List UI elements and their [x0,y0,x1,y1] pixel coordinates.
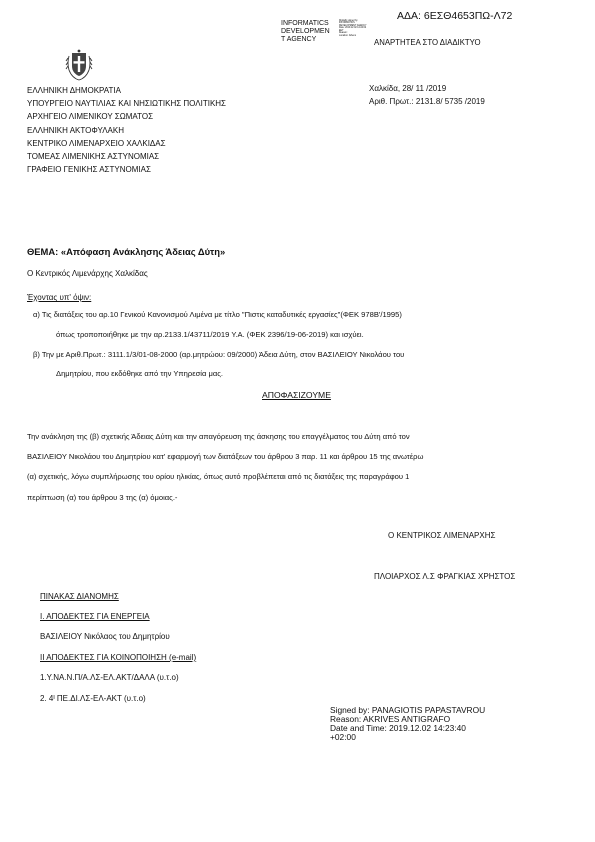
authority-line: ΑΡΧΗΓΕΙΟ ΛΙΜΕΝΙΚΟΥ ΣΩΜΑΤΟΣ [27,112,154,122]
issuing-authority [27,84,226,176]
ada-code: ΑΔΑ: 6ΕΣΘ4653ΠΩ-Λ72 [397,10,513,22]
distribution-cc-item: 2. 4ᴵ ΠΕ.ΔΙ.ΛΣ-ΕΛ-ΑΚΤ (υ.τ.ο) [40,694,146,703]
ida-small-line: EET [339,29,344,32]
ida-digital-signature-text [339,20,367,37]
authority-line: ΕΛΛΗΝΙΚΗ ΑΚΤΟΦΥΛΑΚΗ [27,125,124,135]
signatory-name: ΠΛΟΙΑΡΧΟΣ Λ.Σ ΦΡΑΓΚΙΑΣ ΧΡΗΣΤΟΣ [374,572,516,581]
protocol-number: Αριθ. Πρωτ.: 2131.8/ 5735 /2019 [369,97,485,106]
authority-line: ΥΠΟΥΡΓΕΙΟ ΝΑΥΤΙΛΙΑΣ ΚΑΙ ΝΗΣΙΩΤΙΚΗΣ ΠΟΛΙΤΙΚΗΣ [27,99,226,109]
decision-line: (α) σχετικής, λόγω συμπλήρωσης του ορίου ηλικίας, όπως αυτό προβλέπεται από τις διατάξεις της παραγράφου 1 [27,472,410,481]
distribution-title: ΠΙΝΑΚΑΣ ΔΙΑΝΟΜΗΣ [40,592,119,601]
ida-line: T AGENCY [281,36,317,44]
subject-title: ΘΕΜΑ: «Απόφαση Ανάκλησης Άδειας Δύτη» [27,246,226,257]
signature-reason: Reason: AKRIVES ANTIGRAFO [330,714,451,725]
ida-line: INFORMATICS [281,20,329,27]
ida-small-line: Date: 2019.12.02 14:24:02 [339,27,367,30]
signatory-role: Ο ΚΕΝΤΡΙΚΟΣ ΛΙΜΕΝΑΡΧΗΣ [388,531,496,540]
signature-timezone: +02:00 [330,732,356,743]
ida-small-line: Reason: [339,32,348,35]
distribution-section-cc: ΙΙ ΑΠΟΔΕΚΤΕΣ ΓΙΑ ΚΟΙΝΟΠΟΙΗΣΗ (e-mail) [40,653,197,662]
legal-basis-item-a-cont: όπως τροποποιήθηκε με την αρ.2133.1/43711/2019 Υ.Α. (ΦΕΚ 2396/19-06-2019) και ισχύει. [56,330,364,339]
legal-basis-item-b-cont: Δημητρίου, που εκδόθηκε από την Υπηρεσία μας. [56,369,223,378]
ida-small-line: Digitally signed by [339,20,358,22]
authority-line: ΚΕΝΤΡΙΚΟ ΛΙΜΕΝΑΡΧΕΙΟ ΧΑΛΚΙΔΑΣ [27,138,166,148]
place-date: Χαλκίδα, 28/ 11 /2019 [369,84,447,93]
authority-line: ΕΛΛΗΝΙΚΗ ΔΗΜΟΚΡΑΤΙΑ [27,86,121,95]
digital-signature [330,706,485,742]
ida-small-line: DEVELOPMENT AGENCY [339,24,367,27]
authority-line: ΓΡΑΦΕΙΟ ΓΕΝΙΚΗΣ ΑΣΤΥΝΟΜΙΑΣ [27,165,151,175]
signed-by: Signed by: PANAGIOTIS PAPASTAVROU [330,705,486,715]
decision-line: Την ανάκληση της (β) σχετικής Άδειας Δύτη και την απαγόρευση της άσκησης του επαγγέλματος του Δύτη από τον [27,432,410,441]
authority-line: ΤΟΜΕΑΣ ΛΙΜΕΝΙΚΗΣ ΑΣΤΥΝΟΜΙΑΣ [27,152,160,162]
distribution-recipient: ΒΑΣΙΛΕΙΟΥ Νικόλαος του Δημητρίου [40,632,170,641]
decision-line: περίπτωση (α) του άρθρου 3 της (α) όμοιας.- [27,493,178,502]
distribution-cc-item: 1.Υ.ΝΑ.Ν.Π/Α.ΛΣ-ΕΛ.ΑΚΤ/ΔΑΛΑ (υ.τ.ο) [40,673,179,682]
legal-basis-item-a: α) Τις διατάξεις του αρ.10 Γενικού Κανονισμού Λιμένα με τίτλο "Πιστις καταδυτικές εργασίες"(ΦΕΚ 978Β'/1995) [33,310,402,319]
posting-note: ΑΝΑΡΤΗΤΕΑ ΣΤΟ ΔΙΑΔΙΚΤΥΟ [374,38,481,47]
distribution-section-action: Ι. ΑΠΟΔΕΚΤΕΣ ΓΙΑ ΕΝΕΡΓΕΙΑ [40,612,150,621]
greek-coat-of-arms-icon [65,47,93,82]
issuer-line: Ο Κεντρικός Λιμενάρχης Χαλκίδας [27,269,148,278]
considering-heading: Έχοντας υπ' όψιν: [27,293,92,302]
ida-small-line: Location: Athens [339,34,356,37]
ida-line: DEVELOPMEN [281,28,330,36]
signature-datetime: Date and Time: 2019.12.02 14:23:40 [330,723,466,734]
ida-small-line: INFORMATICS [339,22,355,25]
legal-basis-item-b: β) Την με Αριθ.Πρωτ.: 3111.1/3/01-08-2000 (αρ.μητρώου: 09/2000) Άδεια Δύτη, στον ΒΑΣΙΛΕΙΟΥ Νικολάου του [33,350,405,359]
decision-heading: ΑΠΟΦΑΣΙΖΟΥΜΕ [262,390,331,400]
ida-signature-block [281,20,330,45]
decision-line: ΒΑΣΙΛΕΙΟΥ Νικολάου του Δημητρίου κατ' εφαρμογή των διατάξεων του άρθρου 3 παρ. 11 και άρθρου 15 της ανωτέρω [27,452,424,461]
